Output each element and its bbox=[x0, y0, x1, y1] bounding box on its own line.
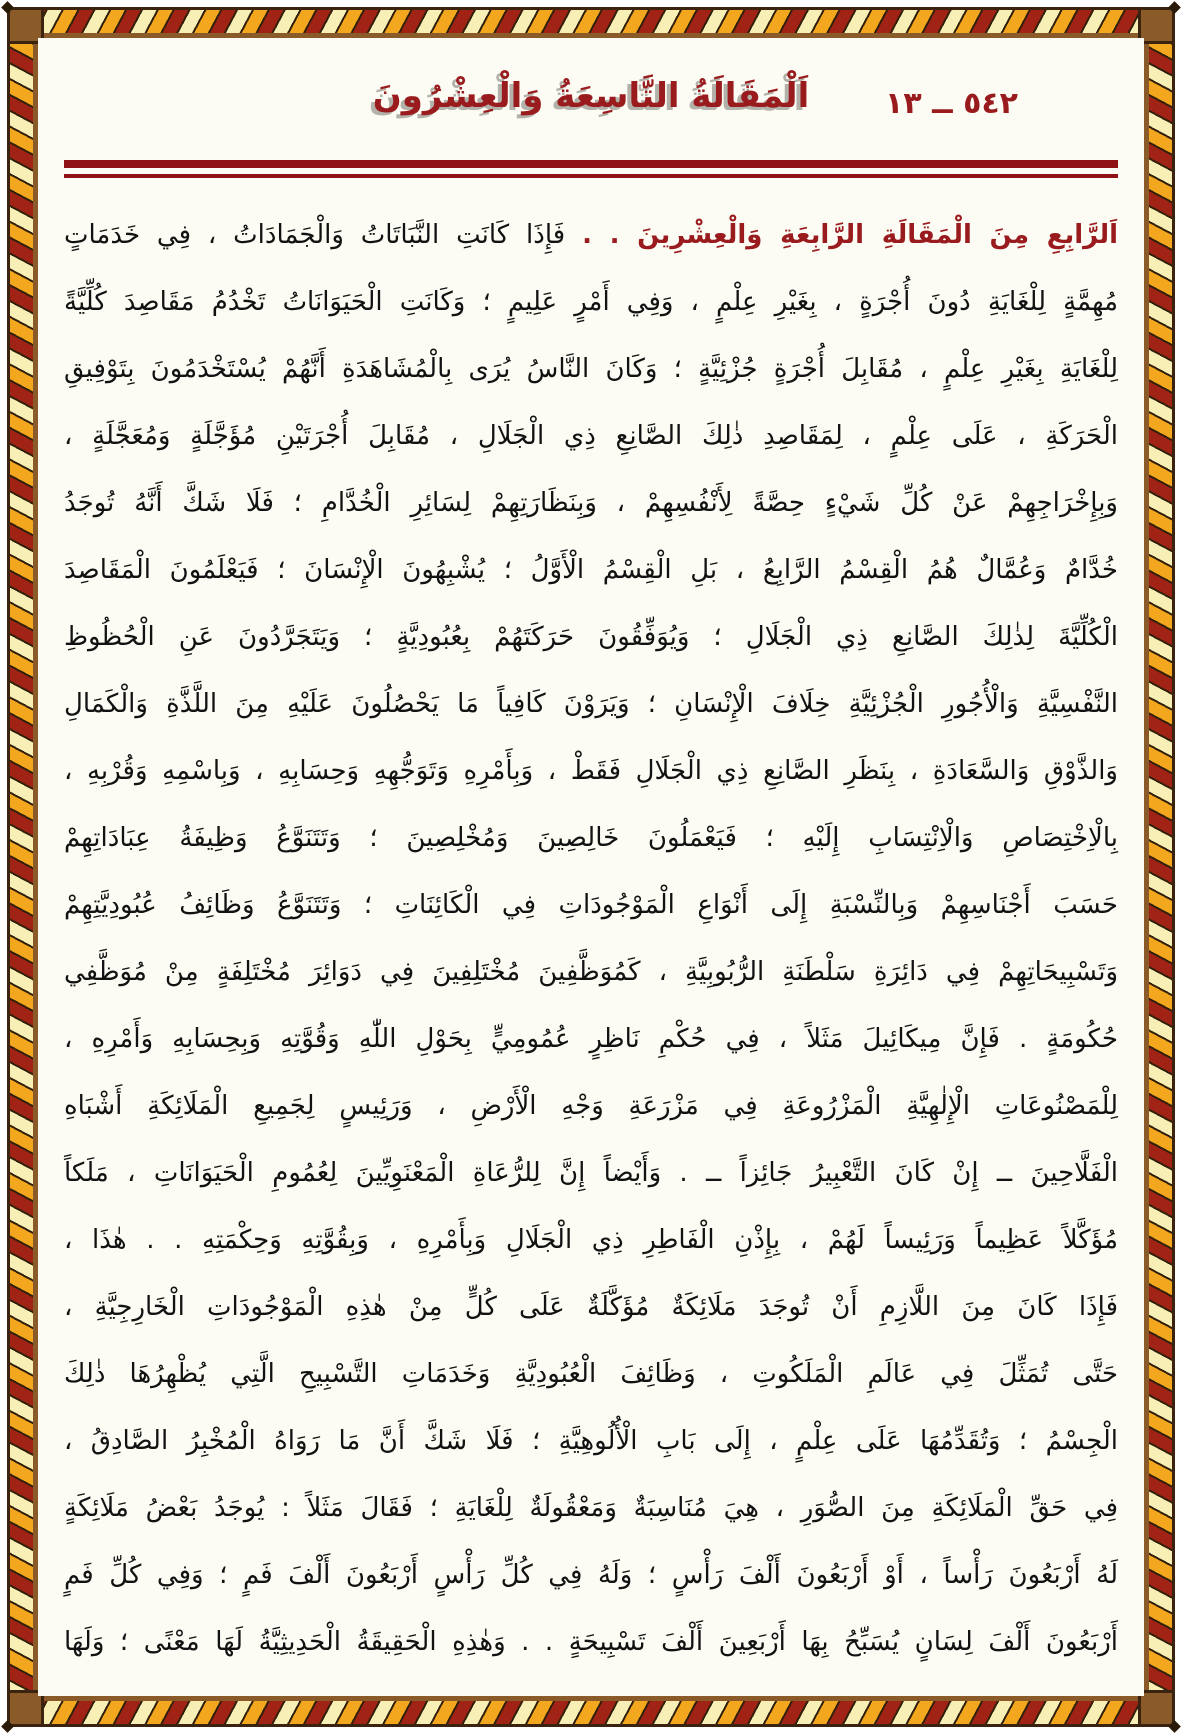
ornamental-border-left bbox=[7, 7, 38, 1727]
text-line: حَتَّى تُمَثِّلَ فِي عَالَمِ الْمَلَكُوتِ ، وَظَائِفَ الْعُبُودِيَّةِ وَخَدَمَاتِ التَّسْبِيحِ الَّتِي يُظْهِرُهَا ذٰلِكَ bbox=[64, 1359, 1118, 1389]
ornamental-border-top bbox=[7, 7, 1175, 38]
text-line: خُدَّامٌ وَعُمَّالٌ هُمُ الْقِسْمُ الرَّابِعُ ، بَلِ الْقِسْمُ الْأَوَّلُ ؛ يُشْبِهُونَ الْإِنْسَانَ ؛ فَيَعْلَمُونَ الْمَقَاصِدَ bbox=[64, 555, 1118, 585]
text-line: حُكُومَةٍ . فَإِنَّ مِيكَائِيلَ مَثَلاً ، فِي حُكْمِ نَاظِرٍ عُمُومِيٍّ بِحَوْلِ اللّٰهِ وَقُوَّتِهِ وَبِحِسَابِهِ وَأَمْرِهِ ، bbox=[64, 1024, 1118, 1054]
page-number: ٥٤٢ ــ ١٣ bbox=[885, 86, 1018, 121]
page-header bbox=[64, 64, 1118, 152]
text-line: الْجِسْمُ ؛ وَتُقَدِّمُهَا عَلَى عِلْمٍ ، إِلَى بَابِ الْأُلُوهِيَّةِ ؛ فَلَا شَكَّ أَنَّ مَا رَوَاهُ الْمُخْبِرُ الصَّادِقُ ، bbox=[64, 1426, 1118, 1456]
text-line: وَبِإِخْرَاجِهِمْ عَنْ كُلِّ شَيْءٍ حِصَّةً لِأَنْفُسِهِمْ ، وَبِنَظَارَتِهِمْ لِسَائِرِ الْخُدَّامِ ؛ فَلَا شَكَّ أَنَّهُ تُوجَدُ bbox=[64, 488, 1118, 518]
text-line: بِالْاِخْتِصَاصِ وَالْاِنْتِسَابِ إِلَيْهِ ؛ فَيَعْمَلُونَ خَالِصِينَ وَمُخْلِصِينَ ؛ وَتَتَنَوَّعُ وَظِيفَةُ عِبَادَاتِهِمْ bbox=[64, 823, 1118, 853]
text-line: أَرْبَعُونَ أَلْفَ لِسَانٍ يُسَبِّحُ بِهَا أَرْبَعِينَ أَلْفَ تَسْبِيحَةٍ . . وَهٰذِهِ الْحَقِيقَةُ الْحَدِيثِيَّةُ لَهَا مَعْنًى ؛ وَلَهَا bbox=[64, 1627, 1118, 1657]
text-line: وَتَسْبِيحَاتِهِمْ فِي دَائِرَةِ سَلْطَنَةِ الرُّبُوبِيَّةِ ، كَمُوَظَّفِينَ مُخْتَلِفِينَ فِي دَوَائِرَ مُخْتَلِفَةٍ مِنْ مُوَظَّفِي bbox=[64, 957, 1118, 987]
ornamental-border-bottom bbox=[7, 1696, 1175, 1727]
page-title: اَلْمَقَالَةُ التَّاسِعَةُ وَالْعِشْرُونَ bbox=[372, 76, 810, 116]
text-line: فِي حَقِّ الْمَلَائِكَةِ مِنَ الصُّوَرِ ، هِيَ مُنَاسِبَةٌ وَمَعْقُولَةٌ لِلْغَايَةِ ؛ فَقَالَ مَثَلاً : يُوجَدُ بَعْضُ مَلَائِكَةٍ bbox=[64, 1493, 1118, 1523]
text-line: اَلرَّابِعِ مِنَ الْمَقَالَةِ الرَّابِعَةِ وَالْعِشْرِينَ . . فَإِذَا كَانَتِ النَّبَاتَاتُ وَالْجَمَادَاتُ ، فِي خَدَمَاتٍ bbox=[64, 220, 1119, 250]
text-line: الْفَلَّاحِينَ ــ إِنْ كَانَ التَّعْبِيرُ جَائِزاً ــ . وَأَيْضاً إِنَّ لِلرُّعَاةِ الْمَعْنَوِيِّينَ لِعُمُومِ الْحَيَوَانَاتِ ، مَلَكاً bbox=[64, 1158, 1118, 1188]
body-lines bbox=[64, 202, 1118, 1676]
text-line: حَسَبَ أَجْنَاسِهِمْ وَبِالنِّسْبَةِ إِلَى أَنْوَاعِ الْمَوْجُودَاتِ فِي الْكَائِنَاتِ ؛ وَتَتَنَوَّعُ وَظَائِفُ عُبُودِيَّتِهِمْ bbox=[64, 890, 1118, 920]
header-double-rule bbox=[64, 160, 1118, 178]
text-line: لِلْغَايَةِ بِغَيْرِ عِلْمٍ ، مُقَابِلَ أُجْرَةٍ جُزْئِيَّةٍ ؛ وَكَانَ النَّاسُ يُرَى بِالْمُشَاهَدَةِ أَنَّهُمْ يُسْتَخْدَمُونَ بِتَوْفِيقِ bbox=[64, 354, 1118, 384]
text-line: مُهِمَّةٍ لِلْغَايَةِ دُونَ أُجْرَةٍ ، بِغَيْرِ عِلْمٍ ، وَفِي أَمْرٍ عَلِيمٍ ؛ وَكَانَتِ الْحَيَوَانَاتُ تَخْدُمُ مَقَاصِدَ كُلِّيَّةً bbox=[64, 287, 1118, 317]
lead-phrase: اَلرَّابِعِ مِنَ الْمَقَالَةِ الرَّابِعَةِ وَالْعِشْرِينَ . . bbox=[582, 220, 1119, 250]
text-line: الْكُلِّيَّةَ لِذٰلِكَ الصَّانِعِ ذِي الْجَلَالِ ؛ وَيُوَفِّقُونَ حَرَكَتَهُمْ بِعُبُودِيَّةٍ ؛ وَيَتَجَرَّدُونَ عَنِ الْحُظُوظِ bbox=[64, 622, 1118, 652]
text-line: فَإِذَا كَانَ مِنَ اللَّازِمِ أَنْ تُوجَدَ مَلَائِكَةٌ مُؤَكَّلَةٌ عَلَى كُلٍّ مِنْ هٰذِهِ الْمَوْجُودَاتِ الْخَارِجِيَّةِ ، bbox=[64, 1292, 1118, 1322]
text-line: لَهُ أَرْبَعُونَ رَأْساً ، أَوْ أَرْبَعُونَ أَلْفَ رَأْسٍ ؛ وَلَهُ فِي كُلِّ رَأْسٍ أَرْبَعُونَ أَلْفَ فَمٍ ؛ وَفِي كُلِّ فَمٍ bbox=[64, 1560, 1118, 1590]
ornamental-border-right bbox=[1144, 7, 1175, 1727]
page-content bbox=[38, 38, 1144, 1696]
text-line: النَّفْسِيَّةِ وَالْأُجُورِ الْجُزْئِيَّةِ خِلَافَ الْإِنْسَانِ ؛ وَيَرَوْنَ كَافِياً مَا يَحْصُلُونَ عَلَيْهِ مِنَ اللَّذَّةِ وَالْكَمَالِ bbox=[64, 689, 1118, 719]
text-line: مُؤَكَّلاً عَظِيماً وَرَئِيساً لَهُمْ ، بِإِذْنِ الْفَاطِرِ ذِي الْجَلَالِ وَبِأَمْرِهِ ، وَبِقُوَّتِهِ وَحِكْمَتِهِ . . هٰذَا ، bbox=[64, 1225, 1118, 1255]
text-line: وَالذَّوْقِ وَالسَّعَادَةِ ، بِنَظَرِ الصَّانِعِ ذِي الْجَلَالِ فَقَطْ ، وَبِأَمْرِهِ وَتَوَجُّهِهِ وَحِسَابِهِ ، وَبِاسْمِهِ وَقُرْبِهِ ، bbox=[64, 756, 1118, 786]
text-line: الْحَرَكَةِ ، عَلَى عِلْمٍ ، لِمَقَاصِدِ ذٰلِكَ الصَّانِعِ ذِي الْجَلَالِ ، مُقَابِلَ أُجْرَتَيْنِ مُؤَجَّلَةٍ وَمُعَجَّلَةٍ ، bbox=[64, 421, 1118, 451]
text-line: لِلْمَصْنُوعَاتِ الْإِلٰهِيَّةِ الْمَزْرُوعَةِ فِي مَزْرَعَةِ وَجْهِ الْأَرْضِ ، وَرَئِيسٍ لِجَمِيعِ الْمَلَائِكَةِ أَشْبَاهِ bbox=[64, 1091, 1118, 1121]
